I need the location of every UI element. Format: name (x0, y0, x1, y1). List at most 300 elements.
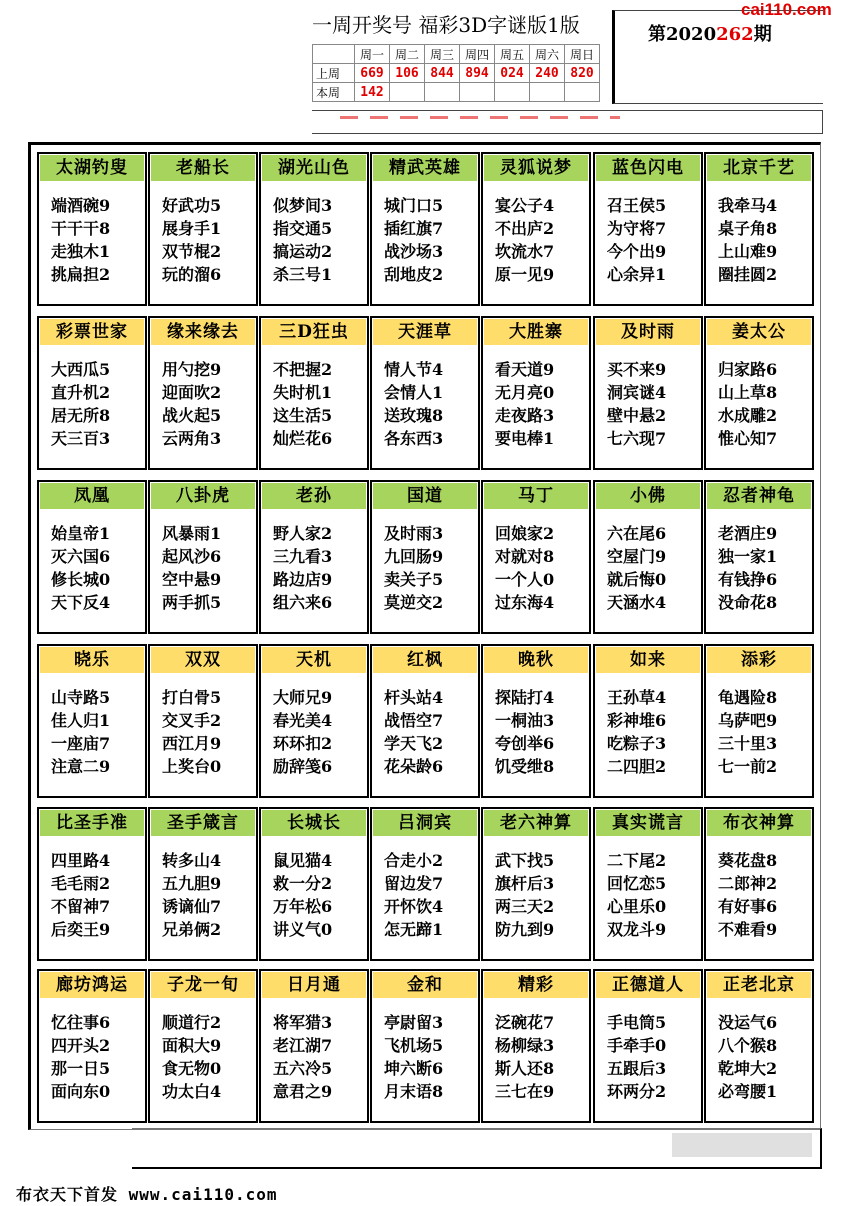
clue-line: 走独木1 (51, 242, 111, 261)
clue-line: 佳人归1 (51, 711, 111, 730)
clue-line: 五跟后3 (607, 1059, 667, 1078)
puzzle-card (370, 480, 480, 634)
puzzle-card (704, 152, 814, 306)
clue-line: 乾坤大2 (718, 1059, 778, 1078)
clue-line: 起风沙6 (162, 547, 222, 566)
clue-line: 一桐油3 (495, 711, 555, 730)
draw-number: 844 (425, 64, 460, 83)
clue-line: 上奖台0 (162, 757, 222, 776)
clue-line: 乌萨吧9 (718, 711, 778, 730)
clue-line: 天涵水4 (607, 593, 667, 612)
card-title: 廊坊鸿运 (40, 972, 144, 998)
puzzle-card (259, 807, 369, 961)
clue-line: 面向东0 (51, 1082, 111, 1101)
clue-line: 花朵龄6 (384, 757, 444, 776)
page-title: 一周开奖号 福彩3D字谜版1版 (312, 13, 580, 37)
puzzle-card (148, 807, 258, 961)
draw-number (425, 83, 460, 102)
clue-line: 注意二9 (51, 757, 111, 776)
clue-line: 两三天2 (495, 897, 555, 916)
clue-line: 怎无蹄1 (384, 920, 444, 939)
card-title: 缘来缘去 (151, 319, 255, 345)
clue-line: 惟心知7 (718, 429, 778, 448)
card-title: 吕洞宾 (373, 810, 477, 836)
card-title: 忍者神龟 (707, 483, 811, 509)
puzzle-card (37, 480, 147, 634)
clue-line: 坤六断6 (384, 1059, 444, 1078)
clue-line: 心里乐0 (607, 897, 667, 916)
puzzle-card (370, 316, 480, 470)
clue-line: 亭尉留3 (384, 1013, 444, 1032)
clue-line: 春光美4 (273, 711, 333, 730)
clue-line: 手电筒5 (607, 1013, 667, 1032)
site-logo: cai110.com (741, 0, 832, 19)
clue-line: 不难看9 (718, 920, 778, 939)
clue-line: 兄弟俩2 (162, 920, 222, 939)
clue-line: 玩的溜6 (162, 265, 222, 284)
side-decoration (16, 300, 26, 340)
clue-line: 坎流水7 (495, 242, 555, 261)
draw-number: 106 (390, 64, 425, 83)
card-clues (384, 194, 443, 286)
card-clues (718, 1011, 777, 1103)
clue-line: 战沙场3 (384, 242, 444, 261)
weekday-label: 周二 (390, 45, 425, 64)
clue-line: 及时雨3 (384, 524, 444, 543)
clue-line: 迎面吹2 (162, 383, 222, 402)
puzzle-card (593, 152, 703, 306)
clue-line: 老酒庄9 (718, 524, 778, 543)
card-title: 三D狂虫 (262, 319, 366, 345)
clue-line: 天下反4 (51, 593, 111, 612)
puzzle-card (370, 644, 480, 798)
clue-line: 空中悬9 (162, 570, 222, 589)
card-clues (718, 686, 777, 778)
clue-line: 天三百3 (51, 429, 111, 448)
draw-number (390, 83, 425, 102)
clue-line: 学天飞2 (384, 734, 444, 753)
puzzle-card (593, 480, 703, 634)
clue-line: 空屋门9 (607, 547, 667, 566)
weekday-label: 周五 (495, 45, 530, 64)
clue-line: 没运气6 (718, 1013, 778, 1032)
clue-line: 三七在9 (495, 1082, 555, 1101)
clue-line: 转多山4 (162, 851, 222, 870)
card-clues (495, 686, 554, 778)
clue-line: 回忆恋5 (607, 874, 667, 893)
clue-line: 端酒碗9 (51, 196, 111, 215)
card-clues (718, 849, 777, 941)
puzzle-card (148, 316, 258, 470)
clue-line: 一座庙7 (51, 734, 111, 753)
card-clues (162, 1011, 221, 1103)
clue-line: 龟遇险8 (718, 688, 778, 707)
weekday-label: 周日 (565, 45, 600, 64)
puzzle-card (481, 316, 591, 470)
clue-line: 搞运动2 (273, 242, 333, 261)
issue-suffix: 期 (753, 24, 772, 45)
card-clues (495, 522, 554, 614)
header-strip (312, 110, 823, 134)
clue-line: 万年松6 (273, 897, 333, 916)
clue-line: 走夜路3 (495, 406, 555, 425)
draw-number (460, 83, 495, 102)
puzzle-card (593, 807, 703, 961)
puzzle-card (481, 807, 591, 961)
weekday-label: 周六 (530, 45, 565, 64)
clue-line: 这生活5 (273, 406, 333, 425)
clue-line: 展身手1 (162, 219, 222, 238)
card-title: 老孙 (262, 483, 366, 509)
clue-line: 刮地皮2 (384, 265, 444, 284)
clue-line: 顺道行2 (162, 1013, 222, 1032)
card-title: 正德道人 (596, 972, 700, 998)
clue-line: 八个猴8 (718, 1036, 778, 1055)
clue-line: 泛碗花7 (495, 1013, 555, 1032)
clue-line: 飞机场5 (384, 1036, 444, 1055)
clue-line: 无月亮0 (495, 383, 555, 402)
clue-line: 好武功5 (162, 196, 222, 215)
clue-line: 有钱挣6 (718, 570, 778, 589)
clue-line: 圈挂圆2 (718, 265, 778, 284)
clue-line: 探陆打4 (495, 688, 555, 707)
card-title: 马丁 (484, 483, 588, 509)
clue-line: 九回肠9 (384, 547, 444, 566)
card-clues (384, 1011, 443, 1103)
clue-line: 莫逆交2 (384, 593, 444, 612)
clue-line: 不把握2 (273, 360, 333, 379)
header-strip-decoration (340, 116, 620, 119)
clue-line: 居无所8 (51, 406, 111, 425)
puzzle-card (37, 152, 147, 306)
weekday-label: 周三 (425, 45, 460, 64)
card-clues (162, 686, 221, 778)
draw-number: 894 (460, 64, 495, 83)
footer-grey-block (672, 1133, 812, 1157)
clue-line: 将军猎3 (273, 1013, 333, 1032)
clue-line: 武下找5 (495, 851, 555, 870)
card-clues (51, 358, 110, 450)
card-title: 布衣神算 (707, 810, 811, 836)
card-title: 晓乐 (40, 647, 144, 673)
clue-line: 六在尾6 (607, 524, 667, 543)
clue-line: 面积大9 (162, 1036, 222, 1055)
draw-number: 240 (530, 64, 565, 83)
card-title: 天机 (262, 647, 366, 673)
last-week-label: 上周 (313, 64, 355, 83)
clue-line: 洞宾谜4 (607, 383, 667, 402)
card-clues (51, 1011, 110, 1103)
clue-line: 路边店9 (273, 570, 333, 589)
card-clues (273, 194, 332, 286)
card-clues (273, 849, 332, 941)
card-title: 子龙一旬 (151, 972, 255, 998)
draw-number: 142 (355, 83, 390, 102)
issue-number (648, 20, 772, 46)
puzzle-card (481, 152, 591, 306)
clue-line: 为守将7 (607, 219, 667, 238)
card-clues (384, 522, 443, 614)
issue-prefix: 第2020 (648, 24, 717, 45)
puzzle-card (704, 644, 814, 798)
puzzle-card (593, 316, 703, 470)
puzzle-card (704, 316, 814, 470)
clue-line: 二郎神2 (718, 874, 778, 893)
card-title: 姜太公 (707, 319, 811, 345)
clue-line: 大师兄9 (273, 688, 333, 707)
clue-line: 我牵马4 (718, 196, 778, 215)
clue-line: 有好事6 (718, 897, 778, 916)
clue-line: 吃粽子3 (607, 734, 667, 753)
clue-line: 励辞笺6 (273, 757, 333, 776)
card-clues (51, 194, 110, 286)
clue-line: 留边发7 (384, 874, 444, 893)
card-clues (162, 522, 221, 614)
card-title: 日月通 (262, 972, 366, 998)
clue-line: 桌子角8 (718, 219, 778, 238)
card-clues (495, 1011, 554, 1103)
puzzle-card (259, 480, 369, 634)
clue-line: 一个人0 (495, 570, 555, 589)
card-clues (607, 522, 666, 614)
clue-line: 大西瓜5 (51, 360, 111, 379)
draw-number: 820 (565, 64, 600, 83)
puzzle-card (259, 644, 369, 798)
clue-line: 召王侯5 (607, 196, 667, 215)
clue-line: 灿烂花6 (273, 429, 333, 448)
puzzle-card (370, 152, 480, 306)
card-clues (162, 849, 221, 941)
card-title: 长城长 (262, 810, 366, 836)
this-week-label: 本周 (313, 83, 355, 102)
clue-line: 必弯腰1 (718, 1082, 778, 1101)
puzzle-card (259, 969, 369, 1123)
card-title: 八卦虎 (151, 483, 255, 509)
clue-line: 彩神堆6 (607, 711, 667, 730)
clue-line: 买不来9 (607, 360, 667, 379)
clue-line: 心余异1 (607, 265, 667, 284)
card-title: 彩票世家 (40, 319, 144, 345)
clue-line: 五六冷5 (273, 1059, 333, 1078)
clue-line: 没命花8 (718, 593, 778, 612)
card-title: 凤凰 (40, 483, 144, 509)
clue-line: 环两分2 (607, 1082, 667, 1101)
clue-line: 过东海4 (495, 593, 555, 612)
card-title: 湖光山色 (262, 155, 366, 181)
clue-line: 毛毛雨2 (51, 874, 111, 893)
card-title: 晚秋 (484, 647, 588, 673)
puzzle-card (704, 969, 814, 1123)
clue-line: 战悟空7 (384, 711, 444, 730)
clue-line: 卖关子5 (384, 570, 444, 589)
card-title: 比圣手准 (40, 810, 144, 836)
puzzle-card (148, 969, 258, 1123)
clue-line: 合走小2 (384, 851, 444, 870)
clue-line: 救一分2 (273, 874, 333, 893)
clue-line: 独一家1 (718, 547, 778, 566)
card-clues (162, 358, 221, 450)
puzzle-card (37, 807, 147, 961)
clue-line: 情人节4 (384, 360, 444, 379)
clue-line: 看天道9 (495, 360, 555, 379)
clue-line: 双节棍2 (162, 242, 222, 261)
clue-line: 诱谪仙7 (162, 897, 222, 916)
card-clues (718, 358, 777, 450)
card-title: 红枫 (373, 647, 477, 673)
puzzle-card (593, 969, 703, 1123)
clue-line: 今个出9 (607, 242, 667, 261)
clue-line: 讲义气0 (273, 920, 333, 939)
card-clues (273, 686, 332, 778)
clue-line: 始皇帝1 (51, 524, 111, 543)
card-title: 老六神算 (484, 810, 588, 836)
card-title: 国道 (373, 483, 477, 509)
puzzle-card (704, 807, 814, 961)
card-clues (51, 522, 110, 614)
clue-line: 月末语8 (384, 1082, 444, 1101)
card-title: 大胜寨 (484, 319, 588, 345)
weekly-results-table (312, 44, 600, 102)
card-title: 正老北京 (707, 972, 811, 998)
card-clues (607, 686, 666, 778)
card-clues (607, 1011, 666, 1103)
card-clues (495, 194, 554, 286)
clue-line: 上山难9 (718, 242, 778, 261)
clue-line: 回娘家2 (495, 524, 555, 543)
clue-line: 四开头2 (51, 1036, 111, 1055)
weekday-label: 周一 (355, 45, 390, 64)
clue-line: 战火起5 (162, 406, 222, 425)
clue-line: 两手抓5 (162, 593, 222, 612)
weekday-label: 周四 (460, 45, 495, 64)
clue-line: 不留神7 (51, 897, 111, 916)
card-title: 小佛 (596, 483, 700, 509)
draw-number (565, 83, 600, 102)
clue-line: 修长城0 (51, 570, 111, 589)
clue-line: 送玫瑰8 (384, 406, 444, 425)
clue-line: 用勺挖9 (162, 360, 222, 379)
clue-line: 就后悔0 (607, 570, 667, 589)
clue-line: 失时机1 (273, 383, 333, 402)
clue-line: 环环扣2 (273, 734, 333, 753)
clue-line: 野人家2 (273, 524, 333, 543)
puzzle-card (148, 644, 258, 798)
clue-line: 似梦间3 (273, 196, 333, 215)
last-week-row (313, 64, 600, 83)
this-week-row (313, 83, 600, 102)
clue-line: 那一日5 (51, 1059, 111, 1078)
puzzle-card (259, 316, 369, 470)
card-title: 太湖钓叟 (40, 155, 144, 181)
card-title: 北京千艺 (707, 155, 811, 181)
clue-line: 鼠见猫4 (273, 851, 333, 870)
clue-line: 宴公子4 (495, 196, 555, 215)
clue-line: 原一见9 (495, 265, 555, 284)
clue-line: 干干干8 (51, 219, 111, 238)
clue-line: 杀三号1 (273, 265, 333, 284)
card-title: 真实谎言 (596, 810, 700, 836)
puzzle-card (370, 807, 480, 961)
clue-line: 二四胆2 (607, 757, 667, 776)
clue-line: 忆往事6 (51, 1013, 111, 1032)
card-title: 精武英雄 (373, 155, 477, 181)
clue-line: 旗杆后3 (495, 874, 555, 893)
card-clues (51, 686, 110, 778)
draw-number (530, 83, 565, 102)
card-title: 及时雨 (596, 319, 700, 345)
clue-line: 挑扁担2 (51, 265, 111, 284)
card-clues (273, 358, 332, 450)
clue-line: 组六来6 (273, 593, 333, 612)
card-clues (718, 194, 777, 286)
clue-line: 三十里3 (718, 734, 778, 753)
clue-line: 王孙草4 (607, 688, 667, 707)
card-clues (607, 358, 666, 450)
clue-line: 对就对8 (495, 547, 555, 566)
clue-line: 饥受绁8 (495, 757, 555, 776)
card-title: 蓝色闪电 (596, 155, 700, 181)
clue-line: 开怀饮4 (384, 897, 444, 916)
clue-line: 食无物0 (162, 1059, 222, 1078)
draw-number: 669 (355, 64, 390, 83)
clue-line: 手牵手0 (607, 1036, 667, 1055)
card-clues (162, 194, 221, 286)
draw-number (495, 83, 530, 102)
clue-line: 五九胆9 (162, 874, 222, 893)
clue-line: 不出庐2 (495, 219, 555, 238)
clue-line: 三九看3 (273, 547, 333, 566)
clue-line: 四里路4 (51, 851, 111, 870)
clue-line: 灭六国6 (51, 547, 111, 566)
clue-line: 后奕王9 (51, 920, 111, 939)
clue-line: 老江湖7 (273, 1036, 333, 1055)
puzzle-card (148, 152, 258, 306)
puzzle-card (481, 644, 591, 798)
puzzle-card (148, 480, 258, 634)
clue-line: 二下尾2 (607, 851, 667, 870)
clue-line: 风暴雨1 (162, 524, 222, 543)
puzzle-card (37, 969, 147, 1123)
draw-number: 024 (495, 64, 530, 83)
clue-line: 壁中悬2 (607, 406, 667, 425)
weekday-header-row (313, 45, 600, 64)
puzzle-card (370, 969, 480, 1123)
clue-line: 杨柳绿3 (495, 1036, 555, 1055)
card-clues (718, 522, 777, 614)
clue-line: 指交通5 (273, 219, 333, 238)
card-title: 老船长 (151, 155, 255, 181)
card-clues (384, 686, 443, 778)
card-title: 金和 (373, 972, 477, 998)
clue-line: 归家路6 (718, 360, 778, 379)
card-clues (273, 1011, 332, 1103)
puzzle-card (37, 644, 147, 798)
card-clues (51, 849, 110, 941)
card-clues (384, 849, 443, 941)
puzzle-card (704, 480, 814, 634)
puzzle-card (593, 644, 703, 798)
card-title: 天涯草 (373, 319, 477, 345)
clue-line: 交叉手2 (162, 711, 222, 730)
card-clues (607, 194, 666, 286)
card-clues (495, 849, 554, 941)
card-title: 精彩 (484, 972, 588, 998)
puzzle-card (481, 480, 591, 634)
card-clues (384, 358, 443, 450)
clue-line: 意君之9 (273, 1082, 333, 1101)
clue-line: 七六现7 (607, 429, 667, 448)
clue-line: 会情人1 (384, 383, 444, 402)
